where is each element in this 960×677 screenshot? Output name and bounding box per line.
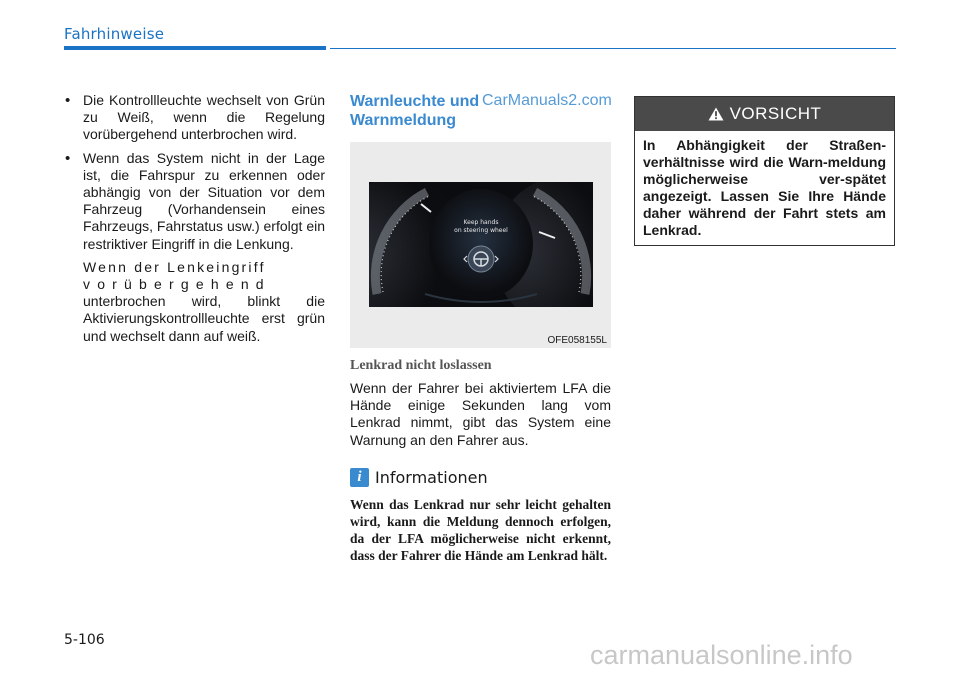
section-title: Fahrhinweise xyxy=(64,25,165,43)
caution-title: VORSICHT xyxy=(729,104,822,123)
body-paragraph: Wenn der Fahrer bei aktiviertem LFA die Hände einige Sekunden lang vom Lenkrad nimmt, gibt das System eine Warnung an den Fahrer aus. xyxy=(350,380,611,448)
header-rule-thin xyxy=(330,48,896,49)
header-rule-thick xyxy=(64,46,326,50)
cluster-figure xyxy=(350,142,611,348)
watermark-bottom: carmanualsonline.info xyxy=(590,640,853,670)
screen-message-line: Keep hands xyxy=(463,219,499,226)
bullet-item: • Wenn das System nicht in der Lage ist, die Fahrspur zu erkennen oder abhängig von der Situation vor dem Fahrzeug (Vorhandensein eines Fahrzeugs, Fahrstatus usw.) erfolgt ein restriktiver Eingriff in die Lenkung. xyxy=(64,150,325,253)
caution-box xyxy=(634,96,895,246)
subheading: Lenkrad nicht loslassen xyxy=(350,358,492,373)
info-icon: i xyxy=(350,468,369,487)
paragraph xyxy=(64,259,325,345)
info-body: Wenn das Lenkrad nur sehr leicht gehalten wird, kann die Meldung dennoch erfolgen, da der LFA möglicherweise nicht erkennt, dass der Fahrer die Hände am Lenkrad hält. xyxy=(350,497,611,563)
page-number: 5-106 xyxy=(64,632,105,648)
cluster-screen xyxy=(369,182,593,307)
info-heading xyxy=(350,468,488,487)
heading-line: Warnmeldung xyxy=(350,112,457,129)
caution-header xyxy=(635,97,894,131)
screen-message-line: on steering wheel xyxy=(454,227,508,234)
warning-triangle-icon xyxy=(708,107,724,121)
paragraph-text: unterbrochen wird, blinkt die Aktivierungskontrollleuchte erst grün und wechselt dann auf weiß. xyxy=(83,293,325,344)
cluster-illustration xyxy=(369,182,593,307)
caution-body: In Abhängigkeit der Straßen-verhältnisse wird die Warn-meldung möglicherweise ver-spätet angezeigt. Lassen Sie Ihre Hände daher während der Fahrt stets am Lenkrad. xyxy=(643,137,886,238)
info-title: Informationen xyxy=(375,468,488,487)
paragraph-line: vorübergehend xyxy=(83,276,271,293)
left-column xyxy=(64,92,325,345)
paragraph-line: Wenn der Lenkeingriff xyxy=(83,258,266,275)
watermark-top: CarManuals2.com xyxy=(482,92,612,109)
heading-line: Warnleuchte und xyxy=(350,93,480,110)
figure-code: OFE058155L xyxy=(547,335,607,346)
bullet-item: • Die Kontrollleuchte wechselt von Grün zu Weiß, wenn die Regelung vorübergehend unterbrochen wird. xyxy=(64,92,325,144)
